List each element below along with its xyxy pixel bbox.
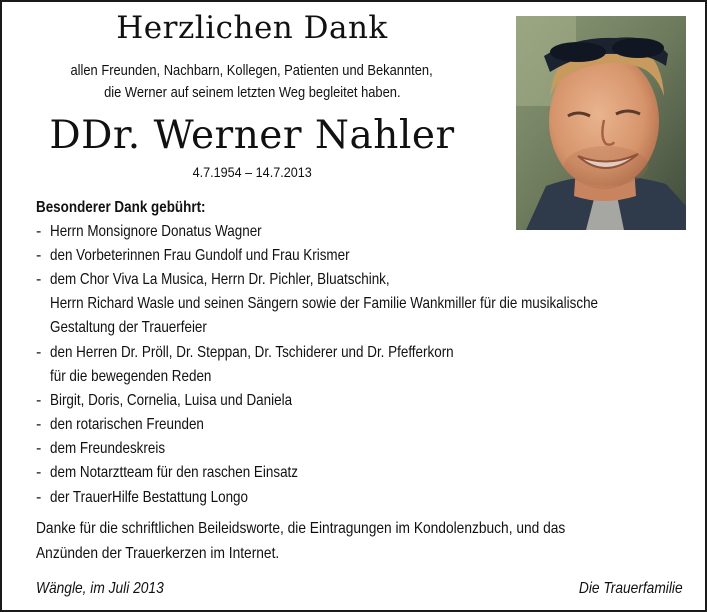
list-item-text: Birgit, Doris, Cornelia, Luisa und Daniela [50,392,293,409]
deceased-name: DDr. Werner Nahler [49,113,455,158]
list-bullet: - [36,344,42,361]
list-item-text: dem Notarztteam für den raschen Einsatz [50,464,299,481]
portrait-photo [516,16,686,230]
intro-line-2: die Werner auf seinem letzten Weg begleitet haben. [103,84,401,101]
life-dates: 4.7.1954 – 14.7.2013 [192,164,312,180]
closing-line-1: Danke für die schriftlichen Beileidsworte, die Eintragungen im Kondolenzbuch, und das [36,520,566,537]
list-bullet: - [36,489,42,506]
thanks-title: Besonderer Dank gebührt: [36,199,206,216]
closing-line-2: Anzünden der Trauerkerzen im Internet. [36,545,280,562]
list-bullet: - [36,440,42,457]
list-item-text: den rotarischen Freunden [50,416,204,433]
signature: Die Trauerfamilie [579,580,683,597]
list-item-text: dem Chor Viva La Musica, Herrn Dr. Pichler, Bluatschink, [50,271,390,288]
list-item-text: Herrn Monsignore Donatus Wagner [50,223,262,240]
list-item-text: den Vorbeterinnen Frau Gundolf und Frau Krismer [50,247,350,264]
list-item-text: der TrauerHilfe Bestattung Longo [50,489,248,506]
list-item-text: den Herren Dr. Pröll, Dr. Steppan, Dr. Tschiderer und Dr. Pfefferkorn [50,344,454,361]
list-item-text: Herrn Richard Wasle und seinen Sängern sowie der Familie Wankmiller für die musikalische [50,295,599,312]
heading: Herzlichen Dank [116,10,388,46]
list-item-text: dem Freundeskreis [50,440,166,457]
list-bullet: - [36,223,42,240]
list-item-text: Gestaltung der Trauerfeier [50,319,207,336]
list-bullet: - [36,271,42,288]
list-bullet: - [36,392,42,409]
list-item-text: für die bewegenden Reden [50,368,212,385]
place-date: Wängle, im Juli 2013 [36,580,164,597]
list-bullet: - [36,416,42,433]
list-bullet: - [36,247,42,264]
intro-line-1: allen Freunden, Nachbarn, Kollegen, Patienten und Bekannten, [70,62,434,79]
list-bullet: - [36,464,42,481]
